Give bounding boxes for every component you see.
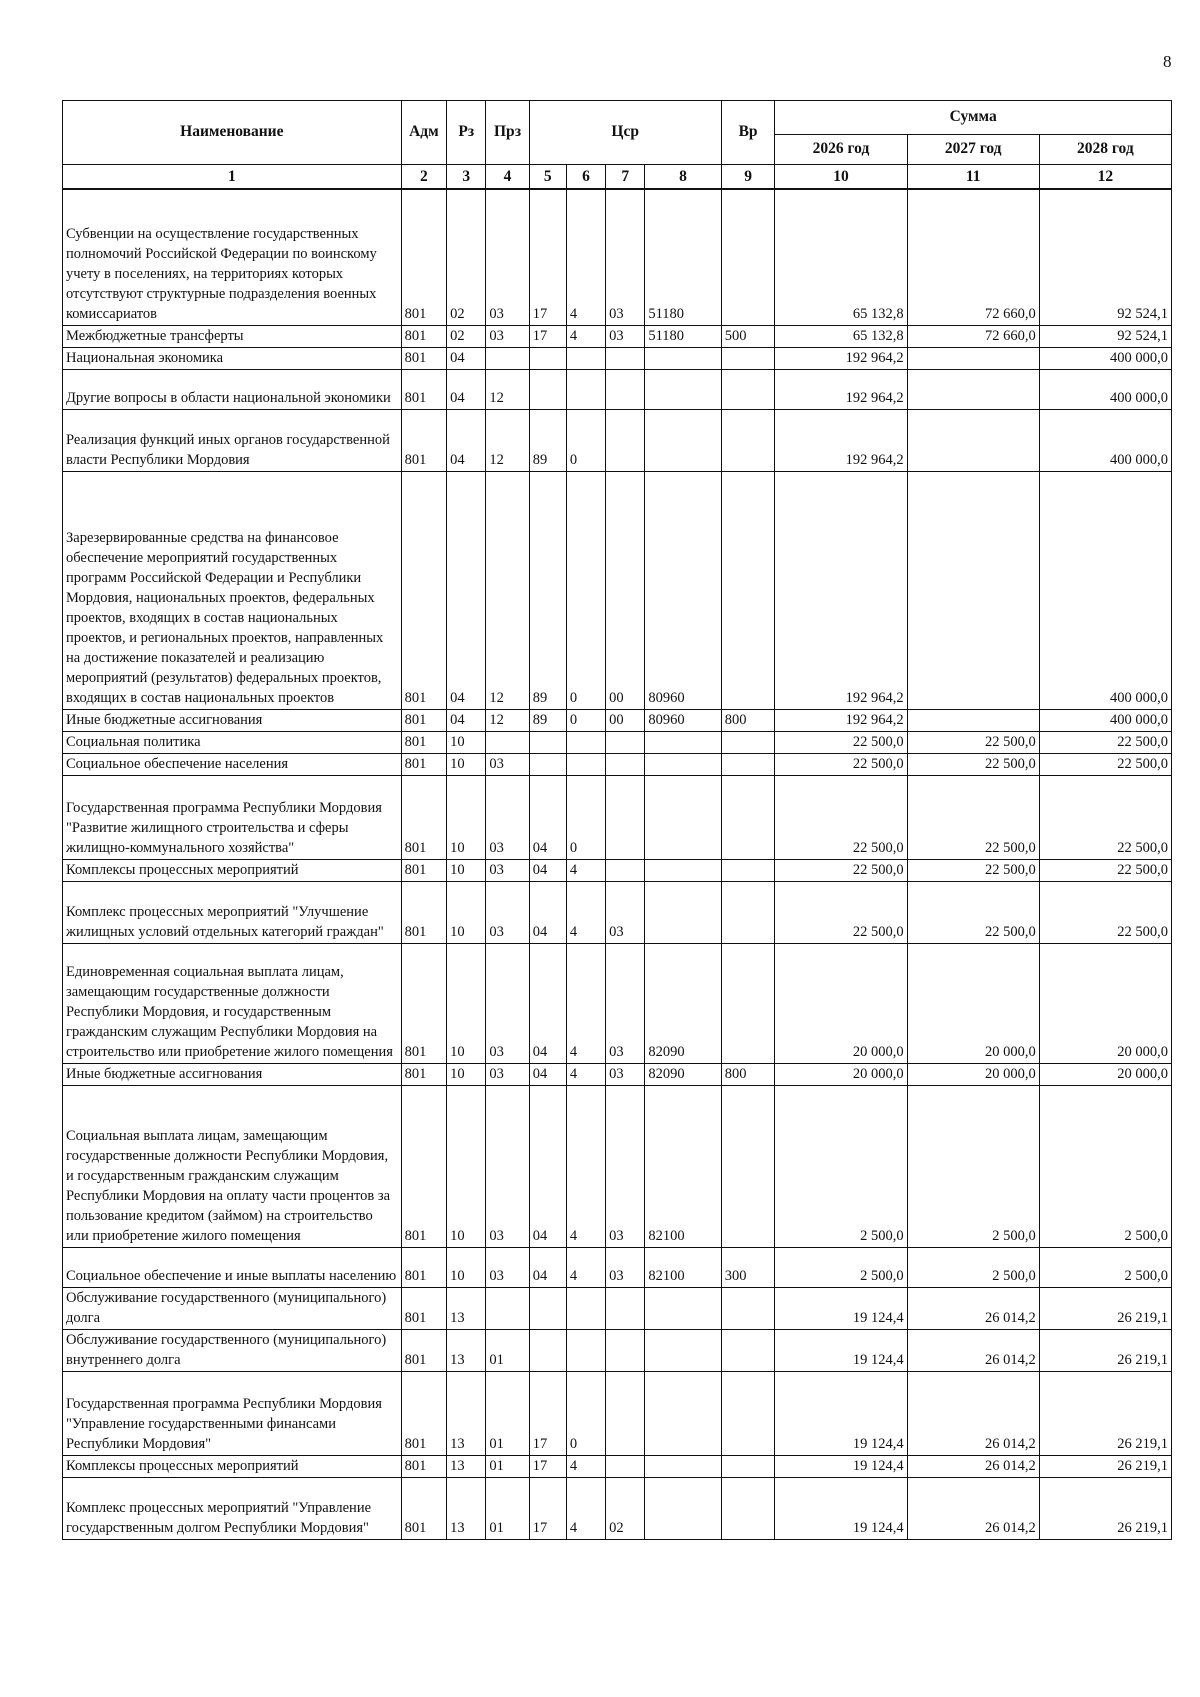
row-csr-6	[566, 731, 605, 753]
row-vr	[721, 1455, 775, 1477]
table-row	[63, 325, 1172, 347]
row-csr-8	[645, 881, 721, 943]
column-number: 5	[529, 165, 566, 190]
table-row	[63, 1371, 1172, 1455]
row-csr-7	[606, 753, 645, 775]
row-adm: 801	[401, 859, 446, 881]
row-adm: 801	[401, 1287, 446, 1329]
table-row	[63, 943, 1172, 1063]
row-csr-6: 4	[566, 943, 605, 1063]
row-sum-2026: 2 500,0	[775, 1247, 907, 1287]
row-sum-2028: 26 219,1	[1039, 1287, 1171, 1329]
row-vr	[721, 731, 775, 753]
row-csr-7: 03	[606, 1063, 645, 1085]
row-name: Социальная выплата лицам, замещающим государственные должности Республики Мордовия, и государственным гражданским служащим Республики Мордовия на оплату части процентов за пользование кредитом (займом) на строительство или приобретение жилого помещения	[63, 1085, 402, 1247]
row-vr	[721, 1085, 775, 1247]
row-csr-8	[645, 1477, 721, 1539]
table-row	[63, 881, 1172, 943]
row-sum-2028: 92 524,1	[1039, 325, 1171, 347]
row-prz: 01	[486, 1455, 529, 1477]
row-csr-5: 17	[529, 325, 566, 347]
table-row	[63, 471, 1172, 709]
row-adm: 801	[401, 369, 446, 409]
row-sum-2028: 22 500,0	[1039, 753, 1171, 775]
row-rz: 13	[447, 1371, 486, 1455]
row-csr-6: 0	[566, 471, 605, 709]
column-number: 7	[606, 165, 645, 190]
row-prz	[486, 731, 529, 753]
row-sum-2028: 2 500,0	[1039, 1247, 1171, 1287]
row-prz: 01	[486, 1329, 529, 1371]
row-csr-5: 04	[529, 1085, 566, 1247]
row-adm: 801	[401, 471, 446, 709]
row-sum-2026: 19 124,4	[775, 1455, 907, 1477]
column-number: 6	[566, 165, 605, 190]
row-csr-5	[529, 347, 566, 369]
row-sum-2026: 19 124,4	[775, 1477, 907, 1539]
row-sum-2026: 20 000,0	[775, 943, 907, 1063]
row-vr	[721, 1477, 775, 1539]
row-vr	[721, 471, 775, 709]
table-row	[63, 1085, 1172, 1247]
row-name: Иные бюджетные ассигнования	[63, 1063, 402, 1085]
row-prz: 03	[486, 859, 529, 881]
row-csr-6	[566, 1329, 605, 1371]
row-sum-2026: 20 000,0	[775, 1063, 907, 1085]
row-csr-8: 80960	[645, 709, 721, 731]
row-csr-7: 02	[606, 1477, 645, 1539]
row-csr-5	[529, 1329, 566, 1371]
row-prz: 03	[486, 753, 529, 775]
table-row	[63, 1287, 1172, 1329]
row-sum-2027	[907, 369, 1039, 409]
row-csr-5: 17	[529, 1371, 566, 1455]
row-csr-7: 03	[606, 325, 645, 347]
row-name: Субвенции на осуществление государственных полномочий Российской Федерации по воинскому учету в поселениях, на территориях которых отсутствуют структурные подразделения военных комиссариатов	[63, 189, 402, 325]
row-csr-8	[645, 347, 721, 369]
row-sum-2027: 22 500,0	[907, 881, 1039, 943]
column-number: 8	[645, 165, 721, 190]
row-adm: 801	[401, 347, 446, 369]
row-sum-2028: 26 219,1	[1039, 1329, 1171, 1371]
table-row	[63, 1455, 1172, 1477]
header-row	[63, 101, 1172, 135]
row-csr-8: 51180	[645, 325, 721, 347]
row-csr-6: 4	[566, 881, 605, 943]
row-csr-6: 4	[566, 1477, 605, 1539]
row-sum-2026: 19 124,4	[775, 1371, 907, 1455]
row-vr: 800	[721, 709, 775, 731]
row-sum-2028: 400 000,0	[1039, 471, 1171, 709]
row-csr-8	[645, 369, 721, 409]
row-name: Социальное обеспечение населения	[63, 753, 402, 775]
row-sum-2028: 20 000,0	[1039, 1063, 1171, 1085]
row-vr	[721, 859, 775, 881]
row-csr-7	[606, 1371, 645, 1455]
row-csr-7	[606, 775, 645, 859]
row-csr-5: 17	[529, 189, 566, 325]
column-number: 4	[486, 165, 529, 190]
column-number: 2	[401, 165, 446, 190]
row-csr-7	[606, 731, 645, 753]
row-sum-2028: 92 524,1	[1039, 189, 1171, 325]
row-csr-5: 17	[529, 1477, 566, 1539]
row-vr	[721, 1371, 775, 1455]
row-rz: 13	[447, 1329, 486, 1371]
row-rz: 10	[447, 1063, 486, 1085]
row-csr-8: 82100	[645, 1085, 721, 1247]
row-sum-2027: 22 500,0	[907, 731, 1039, 753]
row-sum-2026: 192 964,2	[775, 471, 907, 709]
row-name: Реализация функций иных органов государственной власти Республики Мордовия	[63, 409, 402, 471]
row-sum-2027: 2 500,0	[907, 1247, 1039, 1287]
row-csr-6: 4	[566, 1085, 605, 1247]
row-name: Обслуживание государственного (муниципального) долга	[63, 1287, 402, 1329]
header-year-2026: 2026 год	[775, 135, 907, 165]
row-csr-6: 4	[566, 1247, 605, 1287]
table-row	[63, 409, 1172, 471]
header-csr: Цср	[529, 101, 721, 165]
row-sum-2027: 20 000,0	[907, 943, 1039, 1063]
row-csr-5: 04	[529, 881, 566, 943]
row-sum-2027	[907, 471, 1039, 709]
header-rz: Рз	[447, 101, 486, 165]
row-vr	[721, 369, 775, 409]
row-rz: 04	[447, 709, 486, 731]
row-csr-5: 17	[529, 1455, 566, 1477]
row-prz: 03	[486, 1063, 529, 1085]
row-name: Комплексы процессных мероприятий	[63, 859, 402, 881]
column-numbers-row	[63, 165, 1172, 190]
row-csr-8	[645, 731, 721, 753]
row-rz: 13	[447, 1287, 486, 1329]
row-rz: 10	[447, 881, 486, 943]
row-rz: 10	[447, 943, 486, 1063]
row-sum-2026: 2 500,0	[775, 1085, 907, 1247]
table-row	[63, 775, 1172, 859]
row-sum-2026: 22 500,0	[775, 775, 907, 859]
table-row	[63, 859, 1172, 881]
row-adm: 801	[401, 1085, 446, 1247]
row-sum-2027	[907, 347, 1039, 369]
table-row	[63, 753, 1172, 775]
table-row	[63, 347, 1172, 369]
row-prz: 03	[486, 1085, 529, 1247]
row-adm: 801	[401, 409, 446, 471]
row-csr-6: 0	[566, 1371, 605, 1455]
row-sum-2027	[907, 409, 1039, 471]
table-row	[63, 1063, 1172, 1085]
header-sum: Сумма	[775, 101, 1172, 135]
row-vr	[721, 753, 775, 775]
header-year-2028: 2028 год	[1039, 135, 1171, 165]
row-name: Зарезервированные средства на финансовое обеспечение мероприятий государственных программ Российской Федерации и Республики Мордовия, национальных проектов, федеральных проектов, входящих в состав национальных проектов, и региональных проектов, направленных на достижение показателей и реализацию мероприятий (результатов) федеральных проектов, входящих в состав национальных проектов	[63, 471, 402, 709]
row-adm: 801	[401, 1371, 446, 1455]
column-number: 11	[907, 165, 1039, 190]
row-adm: 801	[401, 1329, 446, 1371]
row-csr-8	[645, 859, 721, 881]
row-prz: 12	[486, 409, 529, 471]
row-csr-6: 4	[566, 1063, 605, 1085]
row-sum-2027: 22 500,0	[907, 753, 1039, 775]
row-sum-2026: 65 132,8	[775, 325, 907, 347]
row-sum-2027: 26 014,2	[907, 1287, 1039, 1329]
header-prz: Прз	[486, 101, 529, 165]
row-rz: 10	[447, 753, 486, 775]
row-csr-8: 80960	[645, 471, 721, 709]
row-sum-2027: 72 660,0	[907, 325, 1039, 347]
row-csr-5: 04	[529, 1063, 566, 1085]
row-sum-2027: 22 500,0	[907, 775, 1039, 859]
row-vr: 300	[721, 1247, 775, 1287]
row-csr-7: 03	[606, 881, 645, 943]
row-csr-6: 0	[566, 709, 605, 731]
row-sum-2028: 22 500,0	[1039, 775, 1171, 859]
row-name: Социальная политика	[63, 731, 402, 753]
row-prz: 01	[486, 1371, 529, 1455]
table-row	[63, 189, 1172, 325]
row-csr-7	[606, 1455, 645, 1477]
row-csr-8: 82100	[645, 1247, 721, 1287]
row-csr-7	[606, 347, 645, 369]
row-sum-2028: 400 000,0	[1039, 409, 1171, 471]
row-rz: 13	[447, 1477, 486, 1539]
row-prz: 03	[486, 943, 529, 1063]
row-csr-7	[606, 1287, 645, 1329]
row-csr-7: 03	[606, 189, 645, 325]
row-sum-2027: 26 014,2	[907, 1477, 1039, 1539]
header-year-2027: 2027 год	[907, 135, 1039, 165]
table-row	[63, 709, 1172, 731]
row-prz: 12	[486, 369, 529, 409]
row-name: Национальная экономика	[63, 347, 402, 369]
row-csr-8	[645, 753, 721, 775]
row-adm: 801	[401, 1063, 446, 1085]
row-sum-2028: 22 500,0	[1039, 881, 1171, 943]
row-csr-8	[645, 775, 721, 859]
row-prz: 12	[486, 709, 529, 731]
row-sum-2026: 19 124,4	[775, 1329, 907, 1371]
row-sum-2026: 22 500,0	[775, 859, 907, 881]
row-csr-5: 89	[529, 471, 566, 709]
row-rz: 10	[447, 1247, 486, 1287]
row-csr-7: 03	[606, 1085, 645, 1247]
row-sum-2028: 400 000,0	[1039, 369, 1171, 409]
row-prz	[486, 1287, 529, 1329]
row-csr-7	[606, 1329, 645, 1371]
row-vr: 500	[721, 325, 775, 347]
row-adm: 801	[401, 1477, 446, 1539]
row-sum-2026: 22 500,0	[775, 731, 907, 753]
row-csr-7	[606, 859, 645, 881]
row-prz: 03	[486, 189, 529, 325]
row-adm: 801	[401, 1247, 446, 1287]
page-number: 8	[1163, 52, 1172, 71]
row-csr-6: 4	[566, 1455, 605, 1477]
row-csr-5: 04	[529, 1247, 566, 1287]
row-csr-5	[529, 369, 566, 409]
column-number: 9	[721, 165, 775, 190]
row-csr-8	[645, 1287, 721, 1329]
row-adm: 801	[401, 943, 446, 1063]
row-sum-2028: 26 219,1	[1039, 1477, 1171, 1539]
row-csr-6	[566, 753, 605, 775]
row-prz: 03	[486, 325, 529, 347]
row-rz: 13	[447, 1455, 486, 1477]
header-adm: Адм	[401, 101, 446, 165]
row-vr	[721, 943, 775, 1063]
row-rz: 04	[447, 347, 486, 369]
row-adm: 801	[401, 753, 446, 775]
row-name: Межбюджетные трансферты	[63, 325, 402, 347]
row-rz: 04	[447, 369, 486, 409]
row-prz: 03	[486, 881, 529, 943]
row-vr	[721, 1287, 775, 1329]
row-adm: 801	[401, 325, 446, 347]
row-prz: 03	[486, 775, 529, 859]
row-rz: 10	[447, 859, 486, 881]
row-sum-2028: 400 000,0	[1039, 347, 1171, 369]
table-row	[63, 731, 1172, 753]
row-sum-2027: 22 500,0	[907, 859, 1039, 881]
row-sum-2027: 26 014,2	[907, 1455, 1039, 1477]
row-csr-8	[645, 409, 721, 471]
row-csr-7: 00	[606, 471, 645, 709]
row-csr-8	[645, 1455, 721, 1477]
row-csr-6: 4	[566, 189, 605, 325]
row-csr-6	[566, 1287, 605, 1329]
row-sum-2028: 26 219,1	[1039, 1455, 1171, 1477]
row-csr-6: 0	[566, 409, 605, 471]
row-rz: 10	[447, 775, 486, 859]
row-sum-2028: 2 500,0	[1039, 1085, 1171, 1247]
row-vr	[721, 881, 775, 943]
row-sum-2028: 26 219,1	[1039, 1371, 1171, 1455]
table-row	[63, 369, 1172, 409]
row-name: Комплекс процессных мероприятий "Улучшение жилищных условий отдельных категорий граждан"	[63, 881, 402, 943]
row-csr-8: 51180	[645, 189, 721, 325]
row-sum-2026: 192 964,2	[775, 409, 907, 471]
row-csr-5: 04	[529, 775, 566, 859]
row-rz: 02	[447, 189, 486, 325]
row-sum-2028: 22 500,0	[1039, 731, 1171, 753]
row-csr-5: 89	[529, 709, 566, 731]
row-name: Комплексы процессных мероприятий	[63, 1455, 402, 1477]
row-rz: 04	[447, 409, 486, 471]
row-sum-2026: 22 500,0	[775, 881, 907, 943]
row-name: Комплекс процессных мероприятий "Управление государственным долгом Республики Мордовия"	[63, 1477, 402, 1539]
row-sum-2027	[907, 709, 1039, 731]
budget-table	[62, 100, 1172, 1540]
row-name: Государственная программа Республики Мордовия "Развитие жилищного строительства и сферы жилищно-коммунального хозяйства"	[63, 775, 402, 859]
row-rz: 10	[447, 1085, 486, 1247]
row-csr-5	[529, 753, 566, 775]
header-name: Наименование	[63, 101, 402, 165]
row-csr-7	[606, 409, 645, 471]
row-csr-7: 03	[606, 1247, 645, 1287]
row-csr-5: 04	[529, 859, 566, 881]
header-vr: Вр	[721, 101, 775, 165]
row-prz: 01	[486, 1477, 529, 1539]
row-vr: 800	[721, 1063, 775, 1085]
column-number: 3	[447, 165, 486, 190]
row-adm: 801	[401, 709, 446, 731]
row-csr-6	[566, 369, 605, 409]
row-name: Государственная программа Республики Мордовия "Управление государственными финансами Республики Мордовия"	[63, 1371, 402, 1455]
row-sum-2026: 192 964,2	[775, 709, 907, 731]
row-csr-5	[529, 731, 566, 753]
table-row	[63, 1329, 1172, 1371]
row-adm: 801	[401, 775, 446, 859]
row-csr-5: 04	[529, 943, 566, 1063]
row-vr	[721, 775, 775, 859]
table-row	[63, 1477, 1172, 1539]
row-prz: 03	[486, 1247, 529, 1287]
row-sum-2028: 22 500,0	[1039, 859, 1171, 881]
row-csr-8	[645, 1371, 721, 1455]
table-row	[63, 1247, 1172, 1287]
column-number: 1	[63, 165, 402, 190]
row-csr-5	[529, 1287, 566, 1329]
row-csr-6: 0	[566, 775, 605, 859]
row-name: Обслуживание государственного (муниципального) внутреннего долга	[63, 1329, 402, 1371]
row-sum-2026: 19 124,4	[775, 1287, 907, 1329]
row-csr-6: 4	[566, 325, 605, 347]
row-csr-8	[645, 1329, 721, 1371]
row-adm: 801	[401, 731, 446, 753]
row-sum-2027: 2 500,0	[907, 1085, 1039, 1247]
row-sum-2026: 192 964,2	[775, 369, 907, 409]
row-name: Иные бюджетные ассигнования	[63, 709, 402, 731]
row-sum-2026: 22 500,0	[775, 753, 907, 775]
row-prz: 12	[486, 471, 529, 709]
row-sum-2028: 400 000,0	[1039, 709, 1171, 731]
row-prz	[486, 347, 529, 369]
row-csr-8: 82090	[645, 943, 721, 1063]
row-adm: 801	[401, 1455, 446, 1477]
row-sum-2027: 26 014,2	[907, 1329, 1039, 1371]
row-sum-2027: 72 660,0	[907, 189, 1039, 325]
row-vr	[721, 409, 775, 471]
row-sum-2026: 192 964,2	[775, 347, 907, 369]
row-rz: 04	[447, 471, 486, 709]
row-sum-2027: 20 000,0	[907, 1063, 1039, 1085]
row-csr-5: 89	[529, 409, 566, 471]
row-csr-6: 4	[566, 859, 605, 881]
row-rz: 02	[447, 325, 486, 347]
row-sum-2028: 20 000,0	[1039, 943, 1171, 1063]
row-sum-2027: 26 014,2	[907, 1371, 1039, 1455]
row-name: Социальное обеспечение и иные выплаты населению	[63, 1247, 402, 1287]
row-csr-7: 00	[606, 709, 645, 731]
row-sum-2026: 65 132,8	[775, 189, 907, 325]
row-rz: 10	[447, 731, 486, 753]
row-name: Единовременная социальная выплата лицам, замещающим государственные должности Республики Мордовия, и государственным гражданским служащим Республики Мордовия на строительство или приобретение жилого помещения	[63, 943, 402, 1063]
row-csr-6	[566, 347, 605, 369]
row-csr-8: 82090	[645, 1063, 721, 1085]
row-adm: 801	[401, 189, 446, 325]
row-vr	[721, 1329, 775, 1371]
row-csr-7	[606, 369, 645, 409]
column-number: 10	[775, 165, 907, 190]
row-adm: 801	[401, 881, 446, 943]
row-vr	[721, 189, 775, 325]
row-name: Другие вопросы в области национальной экономики	[63, 369, 402, 409]
row-vr	[721, 347, 775, 369]
row-csr-7: 03	[606, 943, 645, 1063]
column-number: 12	[1039, 165, 1171, 190]
